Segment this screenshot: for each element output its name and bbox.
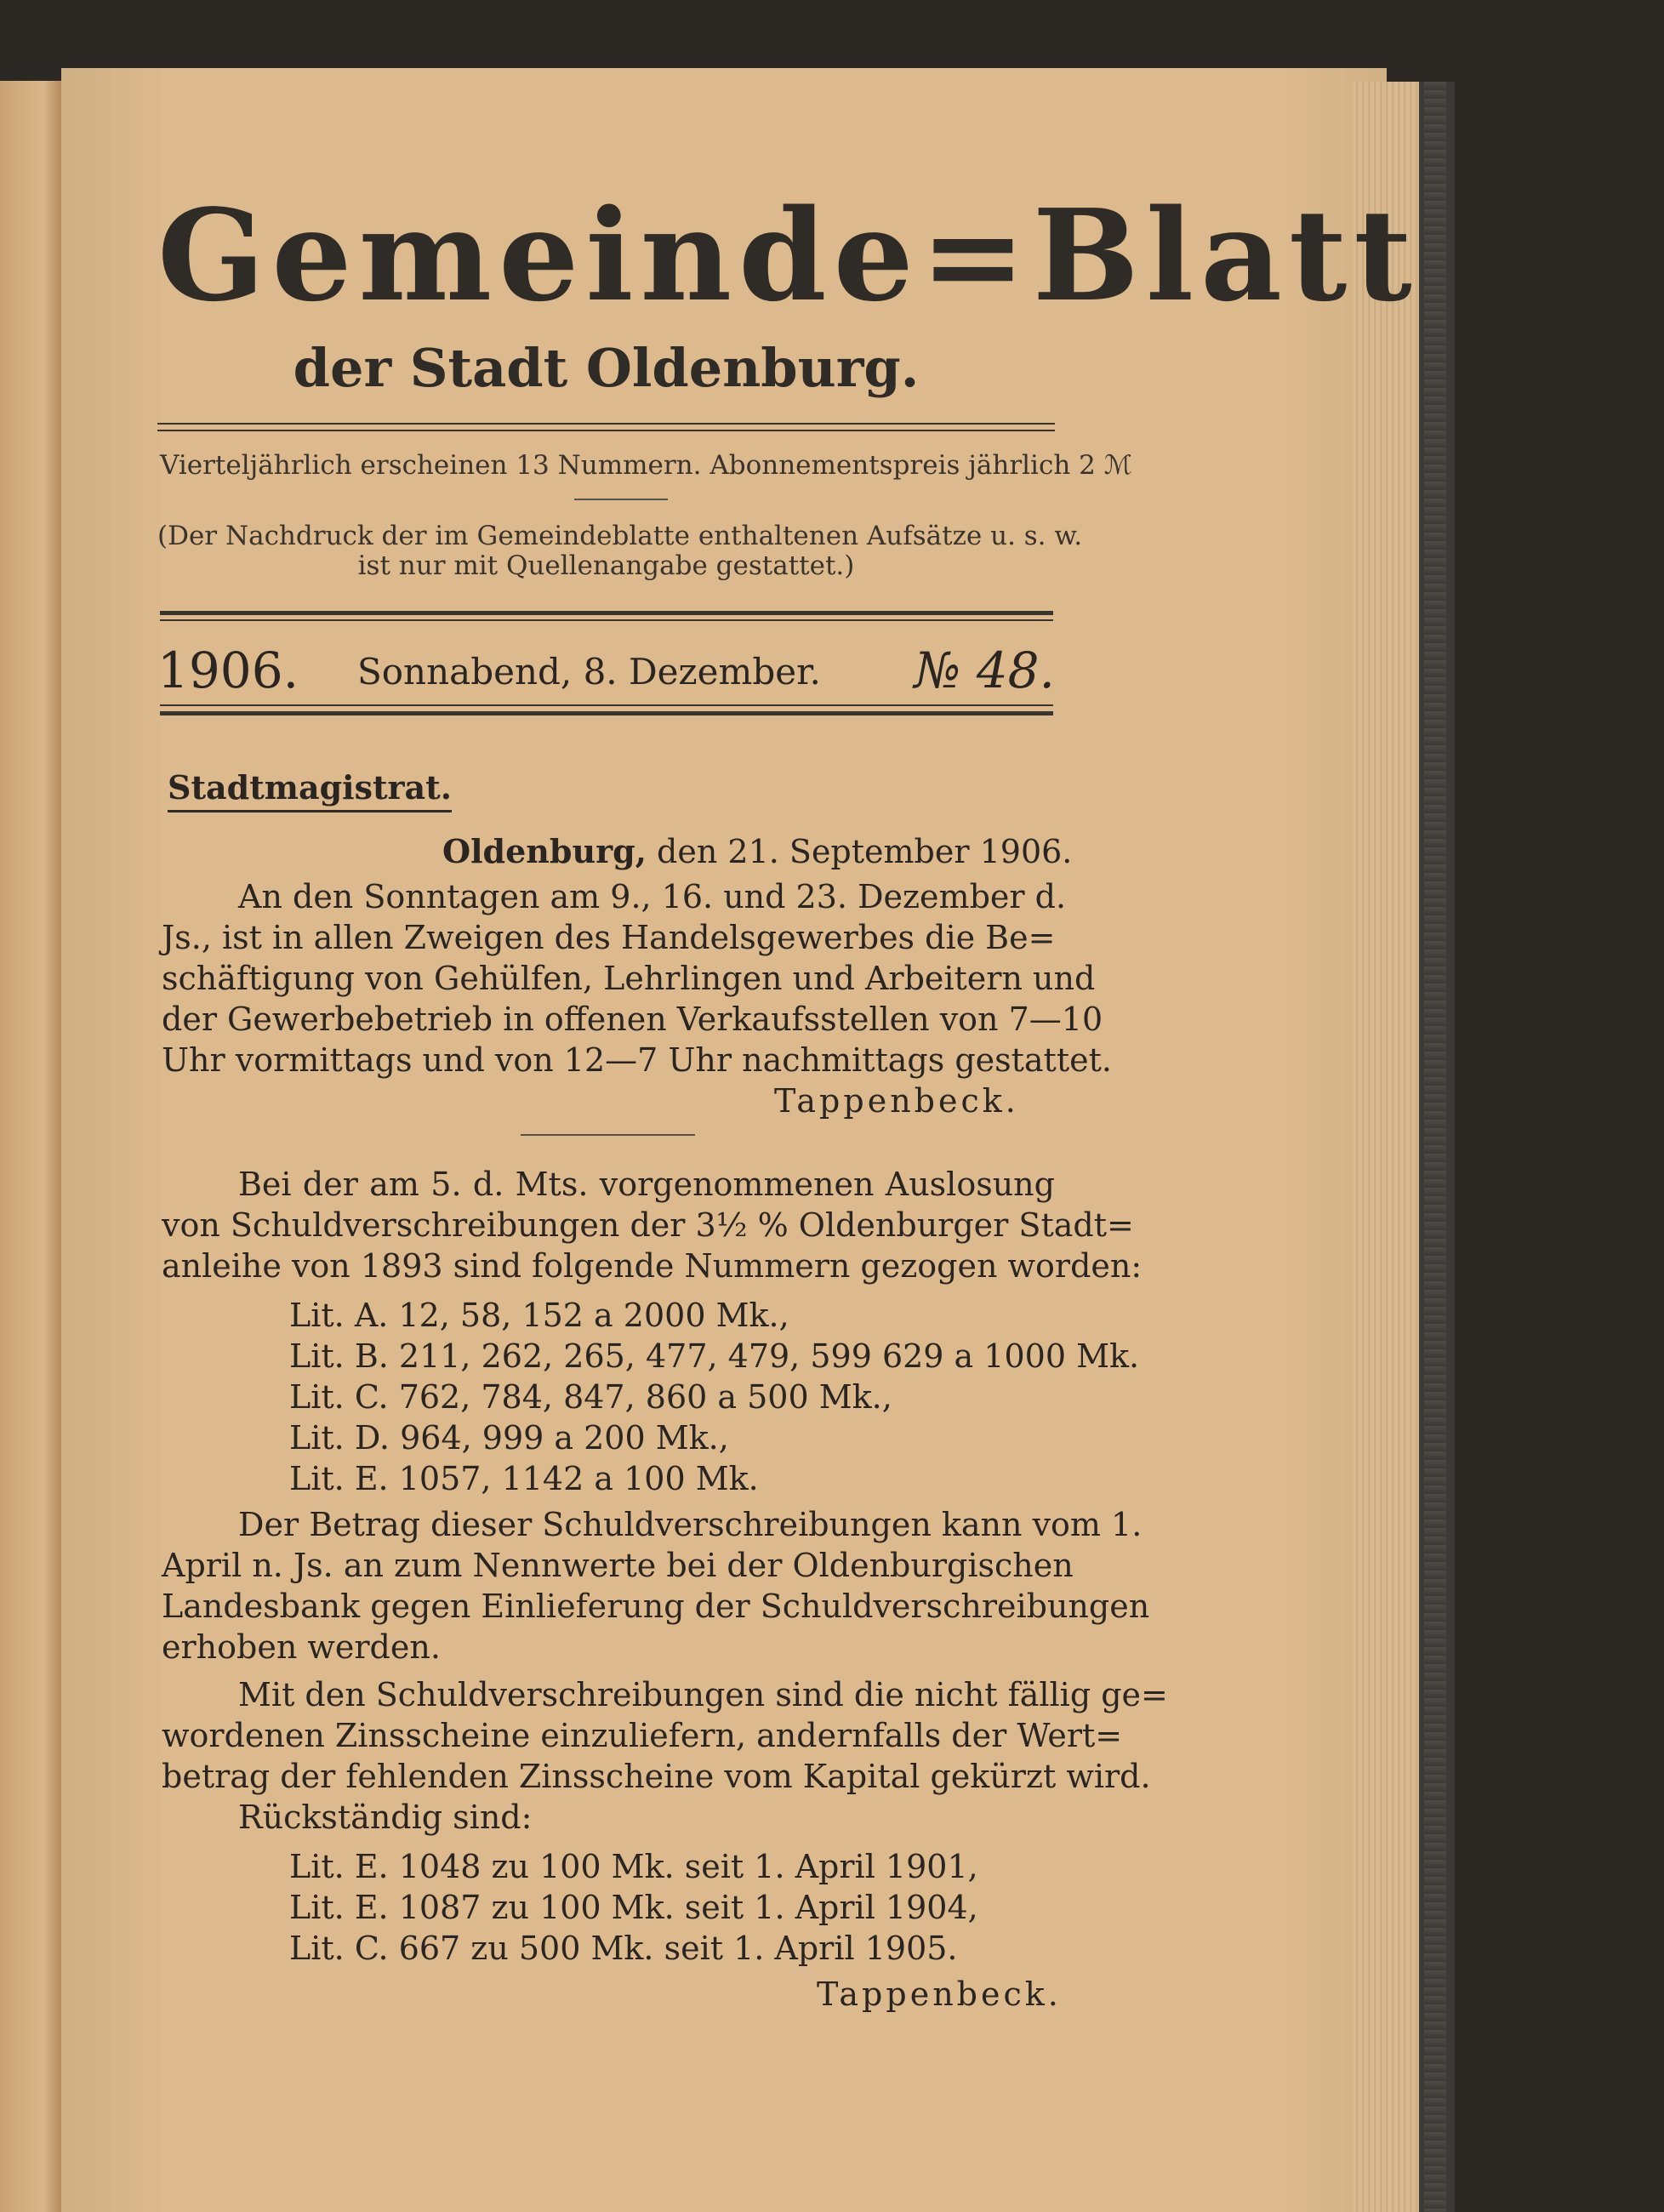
article-separator	[521, 1134, 695, 1136]
notice-1-line-3: schäftigung von Gehülfen, Lehrlingen und Arbeitern und	[162, 960, 1096, 997]
drawn-list-item: Lit. E. 1057, 1142 a 100 Mk.	[289, 1460, 759, 1497]
notice-1-line-1: An den Sonntagen am 9., 16. und 23. Dezember d.	[238, 878, 1067, 915]
notice-1-line-5: Uhr vormittags und von 12—7 Uhr nachmittags gestattet.	[162, 1041, 1112, 1079]
notice-1-signature: Tappenbeck.	[774, 1082, 1019, 1120]
reprint-notice-line-2: ist nur mit Quellenangabe gestattet.)	[357, 550, 855, 581]
reprint-notice-line-1: (Der Nachdruck der im Gemeindeblatte enthaltenen Aufsätze u. s. w.	[157, 521, 1083, 551]
outstanding-list-item: Lit. C. 667 zu 500 Mk. seit 1. April 1905.	[289, 1930, 958, 1967]
top-double-rule-1	[157, 423, 1055, 425]
notice-1-line-4: der Gewerbebetrieb in offenen Verkaufsstellen von 7—10	[162, 1001, 1103, 1038]
issue-rule-bottom-thick	[160, 711, 1053, 715]
top-double-rule-2	[157, 430, 1055, 431]
issue-rule-bottom-thin	[160, 704, 1053, 706]
short-separator	[574, 499, 668, 500]
notice-2-para-2-line-3: Landesbank gegen Einlieferung der Schuldverschreibungen	[162, 1588, 1150, 1625]
notice-2-para-2-line-2: April n. Js. an zum Nennwerte bei der Oldenburgischen	[162, 1547, 1074, 1584]
issue-date: Sonnabend, 8. Dezember.	[357, 651, 821, 693]
drawn-list-item: Lit. B. 211, 262, 265, 477, 479, 599 629 a 1000 Mk.	[289, 1337, 1140, 1375]
drawn-list-item: Lit. C. 762, 784, 847, 860 a 500 Mk.,	[289, 1378, 892, 1416]
outstanding-list-item: Lit. E. 1048 zu 100 Mk. seit 1. April 1901,	[289, 1848, 978, 1885]
drawn-list-item: Lit. D. 964, 999 a 200 Mk.,	[289, 1419, 729, 1457]
dateline-place: Oldenburg,	[442, 832, 647, 870]
section-title: Stadtmagistrat.	[168, 766, 452, 812]
dateline-date: den 21. September 1906.	[657, 833, 1073, 870]
outstanding-label: Rückständig sind:	[238, 1799, 533, 1836]
dateline	[442, 831, 1072, 872]
notice-2-signature: Tappenbeck.	[817, 1975, 1062, 2013]
notice-2-para-3-line-1: Mit den Schuldverschreibungen sind die nicht fällig ge=	[238, 1676, 1168, 1713]
issue-rule-top-thick	[160, 611, 1053, 615]
notice-2-intro-2: von Schuldverschreibungen der 3½ % Oldenburger Stadt=	[162, 1206, 1134, 1244]
notice-2-para-3-line-3: betrag der fehlenden Zinsscheine vom Kapital gekürzt wird.	[162, 1758, 1151, 1795]
notice-2-para-3-line-2: wordenen Zinsscheine einzuliefern, andernfalls der Wert=	[162, 1717, 1123, 1754]
notice-2-para-2-line-1: Der Betrag dieser Schuldverschreibungen kann vom 1.	[238, 1506, 1143, 1543]
masthead-subtitle: der Stadt Oldenburg.	[293, 337, 920, 399]
subscription-info: Vierteljährlich erscheinen 13 Nummern. Abonnementspreis jährlich 2 ℳ	[160, 450, 1132, 481]
notice-2-para-2-line-4: erhoben werden.	[162, 1628, 441, 1666]
drawn-list-item: Lit. A. 12, 58, 152 a 2000 Mk.,	[289, 1297, 789, 1334]
issue-year: 1906.	[157, 641, 299, 699]
notice-2-intro-1: Bei der am 5. d. Mts. vorgenommenen Auslosung	[238, 1166, 1055, 1203]
masthead-title: Gemeinde=Blatt	[157, 181, 1419, 329]
notice-2-intro-3: anleihe von 1893 sind folgende Nummern gezogen worden:	[162, 1247, 1143, 1285]
issue-number: № 48.	[914, 641, 1055, 699]
issue-rule-top-thin	[160, 619, 1053, 621]
notice-1-line-2: Js., ist in allen Zweigen des Handelsgewerbes die Be=	[162, 919, 1056, 956]
issue-line	[157, 640, 1055, 701]
outstanding-list-item: Lit. E. 1087 zu 100 Mk. seit 1. April 1904,	[289, 1889, 978, 1926]
